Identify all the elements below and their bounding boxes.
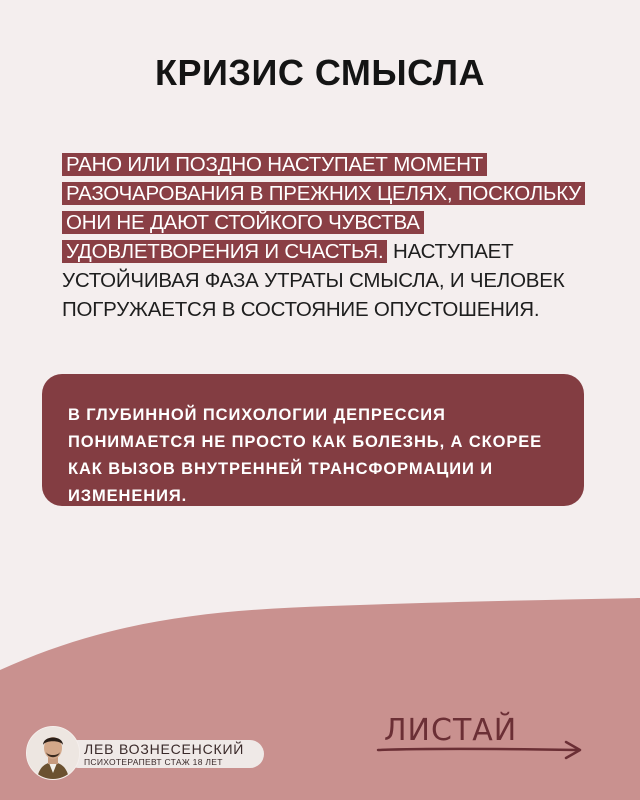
author-badge [26, 726, 266, 780]
author-name: ЛЕВ ВОЗНЕСЕНСКИЙ [84, 741, 245, 757]
avatar-portrait [27, 727, 79, 779]
page-title: КРИЗИС СМЫСЛА [155, 52, 485, 93]
author-role: ПСИХОТЕРАПЕВТ СТАЖ 18 ЛЕТ [84, 757, 223, 767]
main-paragraph [62, 150, 602, 324]
paragraph-rest: НАСТУПАЕТ УСТОЙЧИВАЯ ФАЗА УТРАТЫ СМЫСЛА, И ЧЕЛОВЕК ПОГРУЖАЕТСЯ В СОСТОЯНИЕ ОПУСТОШЕНИЯ. [62, 240, 565, 321]
quote-card [42, 374, 584, 506]
highlighted-text: РАНО ИЛИ ПОЗДНО НАСТУПАЕТ МОМЕНТ РАЗОЧАРОВАНИЯ В ПРЕЖНИХ ЦЕЛЯХ, ПОСКОЛЬКУ ОНИ НЕ ДАЮТ СТОЙКОГО ЧУВСТВА УДОВЛЕТВОРЕНИЯ И СЧАСТЬЯ. [62, 153, 585, 263]
swipe-label: ЛИСТАЙ [384, 713, 518, 748]
swipe-cta[interactable] [376, 706, 596, 766]
avatar [26, 726, 80, 780]
quote-card-text: В ГЛУБИННОЙ ПСИХОЛОГИИ ДЕПРЕССИЯ ПОНИМАЕТСЯ НЕ ПРОСТО КАК БОЛЕЗНЬ, А СКОРЕЕ КАК ВЫЗОВ ВНУТРЕННЕЙ ТРАНСФОРМАЦИИ И ИЗМЕНЕНИЯ. [68, 406, 543, 505]
